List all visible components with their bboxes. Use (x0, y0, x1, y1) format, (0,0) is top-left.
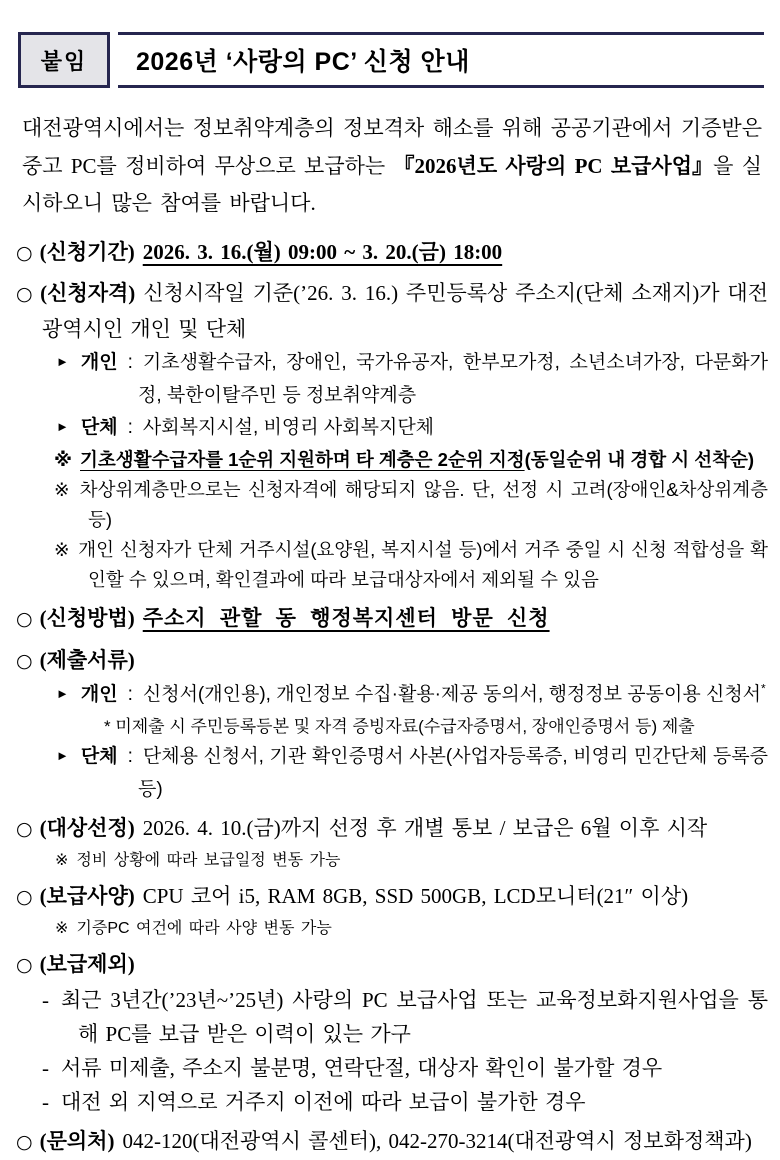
eligibility-text: 신청시작일 기준(’26. 3. 16.) 주민등록상 주소지(단체 소재지)가 대전광역시인 개인 및 단체 (42, 280, 768, 341)
section-application-period (8, 235, 770, 271)
individual-label: 개인 (80, 683, 118, 705)
arrow-bullet-icon: ► (56, 747, 69, 763)
section-eligibility (8, 276, 770, 347)
dash-bullet: - (42, 1055, 49, 1080)
reference-mark-icon: ※ (54, 448, 72, 470)
eligibility-note-2 (8, 475, 770, 535)
circle-bullet-icon: ○ (16, 607, 33, 630)
exclusion-label: (보급제외) (39, 951, 135, 976)
section-documents (8, 643, 770, 679)
eligibility-individual-item (8, 347, 770, 412)
exclusion-item (8, 1085, 770, 1119)
reference-mark-icon: ※ (55, 851, 69, 869)
documents-group-item (8, 741, 770, 806)
circle-bullet-icon: ○ (16, 885, 33, 908)
selection-label: (대상선정) (39, 815, 135, 840)
note-3-text: 개인 신청자가 단체 거주시설(요양원, 복지시설 등)에서 거주 중일 시 신청 적합성을 확인할 수 있으며, 확인결과에 따라 보급대상자에서 제외될 수 있음 (78, 538, 768, 590)
specs-label: (보급사양) (39, 883, 135, 908)
section-exclusion (8, 947, 770, 983)
arrow-bullet-icon: ► (56, 353, 69, 369)
circle-bullet-icon: ○ (16, 282, 34, 305)
document-header (18, 32, 764, 88)
eligibility-group-item (8, 412, 770, 445)
period-value: 2026. 3. 16.(월) 09:00 ~ 3. 20.(금) 18:00 (142, 239, 503, 264)
eligibility-note-3 (8, 535, 770, 595)
group-text: 사회복지시설, 비영리 사회복지단체 (142, 416, 435, 438)
exclusion-item-text: 대전 외 지역으로 거주지 이전에 따라 보급이 불가한 경우 (61, 1089, 586, 1114)
method-value: 주소지 관할 동 행정복지센터 방문 신청 (142, 605, 550, 630)
group-docs-text: 단체용 신청서, 기관 확인증명서 사본(사업자등록증, 비영리 민간단체 등록증 등) (138, 745, 768, 800)
attachment-badge: 붙임 (18, 32, 110, 88)
circle-bullet-icon: ○ (16, 817, 33, 840)
intro-text-post: 을 실시하오니 많은 참여를 바랍니다. (22, 153, 762, 215)
colon-separator: : (127, 416, 133, 438)
section-selection (8, 811, 770, 847)
specs-note-text: 기증PC 여건에 따라 사양 변동 가능 (76, 919, 332, 937)
section-contact (8, 1124, 770, 1160)
group-label: 단체 (80, 416, 118, 438)
documents-individual-item (8, 679, 770, 712)
group-label: 단체 (80, 745, 118, 767)
circle-bullet-icon: ○ (16, 1130, 33, 1153)
arrow-bullet-icon: ► (56, 418, 69, 434)
individual-label: 개인 (80, 351, 118, 373)
reference-mark-icon: ※ (55, 919, 69, 937)
individual-text: 기초생활수급자, 장애인, 국가유공자, 한부모가정, 소년소녀가장, 다문화가정, 북한이탈주민 등 정보취약계층 (138, 351, 768, 406)
contact-label: (문의처) (39, 1128, 115, 1153)
exclusion-item-text: 서류 미제출, 주소지 불분명, 연락단절, 대상자 확인이 불가할 경우 (61, 1055, 663, 1080)
exclusion-item (8, 1051, 770, 1085)
colon-separator: : (127, 683, 133, 705)
section-application-method (8, 600, 770, 638)
colon-separator: : (127, 351, 133, 373)
exclusion-item (8, 983, 770, 1051)
documents-label: (제출서류) (39, 647, 135, 672)
note-2-text: 차상위계층만으로는 신청자격에 해당되지 않음. 단, 선정 시 고려(장애인&차상위계층 등) (79, 478, 768, 530)
footnote-text: * 미제출 시 주민등록등본 및 자격 증빙자료(수급자증명서, 장애인증명서 등) 제출 (104, 716, 695, 736)
dash-bullet: - (42, 987, 49, 1012)
circle-bullet-icon: ○ (16, 649, 33, 672)
intro-program-name: 『2026년도 사랑의 PC 보급사업』 (393, 153, 714, 178)
individual-docs-text: 신청서(개인용), 개인정보 수집·활용·제공 동의서, 행정정보 공동이용 신청서 (142, 683, 762, 705)
eligibility-priority-note (8, 445, 770, 475)
page-title: 2026년 ‘사랑의 PC’ 신청 안내 (136, 48, 470, 76)
priority-note-rest: (동일순위 내 경합 시 선착순) (524, 448, 755, 470)
dash-bullet: - (42, 1089, 49, 1114)
section-specs (8, 879, 770, 915)
selection-note-text: 정비 상황에 따라 보급일정 변동 가능 (76, 851, 341, 869)
selection-text: 2026. 4. 10.(금)까지 선정 후 개별 통보 / 보급은 6월 이후 시작 (142, 815, 708, 840)
selection-note (55, 847, 770, 874)
period-label: (신청기간) (39, 239, 135, 264)
specs-text: CPU 코어 i5, RAM 8GB, SSD 500GB, LCD모니터(21″ 이상) (142, 883, 689, 908)
title-bar (118, 32, 764, 88)
asterisk-marker: * (761, 681, 766, 696)
contact-text: 042-120(대전광역시 콜센터), 042-270-3214(대전광역시 정보화정책과) (122, 1128, 752, 1153)
arrow-bullet-icon: ► (56, 685, 69, 701)
circle-bullet-icon: ○ (16, 241, 33, 264)
colon-separator: : (127, 745, 133, 767)
circle-bullet-icon: ○ (16, 953, 33, 976)
documents-footnote (104, 712, 770, 741)
eligibility-label: (신청자격) (40, 280, 136, 305)
reference-mark-icon: ※ (54, 478, 72, 500)
intro-paragraph (22, 110, 762, 223)
exclusion-item-text: 최근 3년간(’23년~’25년) 사랑의 PC 보급사업 또는 교육정보화지원사업을 통해 PC를 보급 받은 이력이 있는 가구 (61, 987, 768, 1046)
specs-note (55, 915, 770, 942)
intro-text-pre: 대전광역시에서는 정보취약계층의 정보격차 해소를 위해 공공기관에서 기증받은 중고 PC를 정비하여 무상으로 보급하는 (22, 116, 762, 178)
reference-mark-icon: ※ (54, 538, 71, 560)
priority-note-underlined: 기초생활수급자를 1순위 지원하며 타 계층은 2순위 지정 (80, 448, 525, 470)
method-label: (신청방법) (39, 605, 135, 630)
